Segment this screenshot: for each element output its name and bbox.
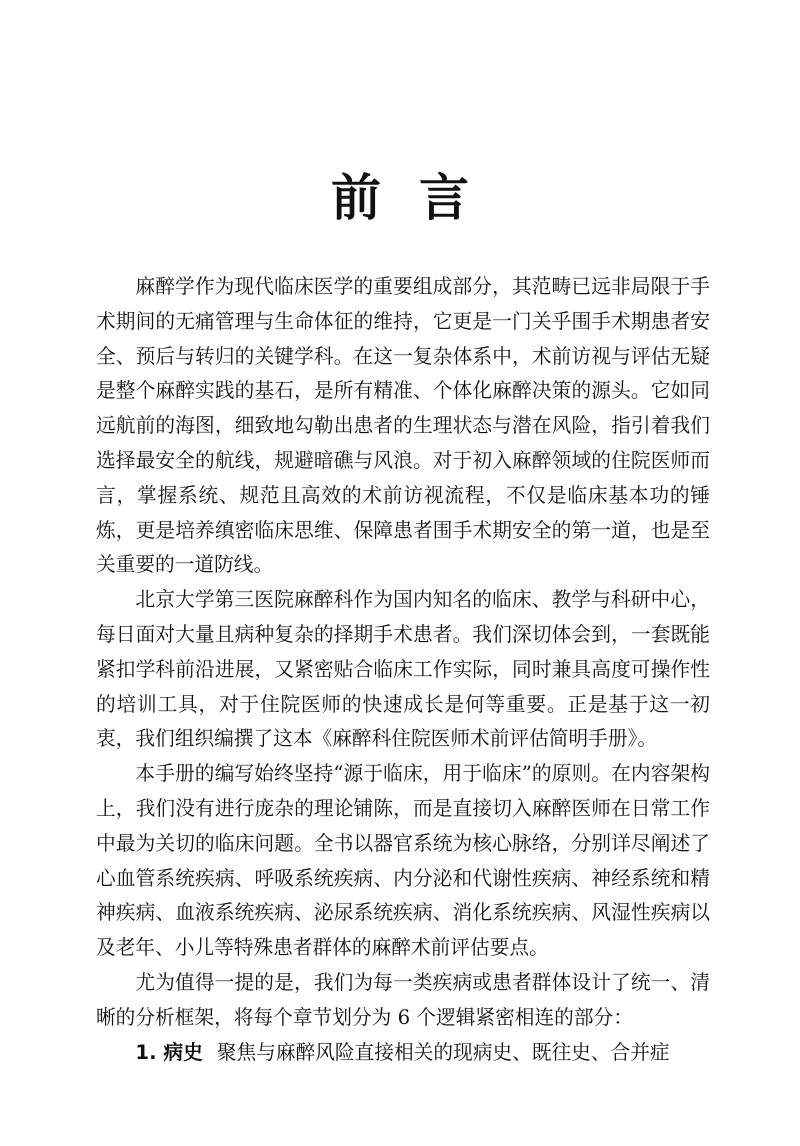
page-title: [0, 158, 800, 238]
title-char-2: 言: [419, 169, 469, 227]
section-1-text: 聚焦与麻醉风险直接相关的现病史、既往史、合并症: [216, 1040, 670, 1064]
section-1-heading: 1. 病史: [135, 1040, 203, 1064]
paragraph-1: 麻醉学作为现代临床医学的重要组成部分，其范畴已远非局限于手术期间的无痛管理与生命体征的维持，它更是一门关乎围手术期患者安全、预后与转归的关键学科。在这一复杂体系中，术前访视与评估无疑是整个麻醉实践的基石，是所有精准、个体化麻醉决策的源头。它如同远航前的海图，细致地勾勒出患者的生理状态与潜在风险，指引着我们选择最安全的航线，规避暗礁与风浪。对于初入麻醉领域的住院医师而言，掌握系统、规范且高效的术前访视流程，不仅是临床基本功的锤炼，更是培养缜密临床思维、保障患者围手术期安全的第一道，也是至关重要的一道防线。: [96, 275, 710, 577]
paragraph-4: 尤为值得一提的是，我们为每一类疾病或患者群体设计了统一、清晰的分析框架，将每个章节划分为 6 个逻辑紧密相连的部分：: [96, 970, 710, 1029]
section-1: [96, 1036, 710, 1071]
preface-body: [96, 270, 710, 1070]
title-char-1: 前: [331, 169, 381, 227]
paragraph-3: 本手册的编写始终坚持“源于临床，用于临床”的原则。在内容架构上，我们没有进行庞杂的理论铺陈，而是直接切入麻醉医师在日常工作中最为关切的临床问题。全书以器官系统为核心脉络，分别详尽阐述了心血管系统疾病、呼吸系统疾病、内分泌和代谢性疾病、神经系统和精神疾病、血液系统疾病、泌尿系统疾病、消化系统疾病、风湿性疾病以及老年、小儿等特殊患者群体的麻醉术前评估要点。: [96, 762, 710, 960]
paragraph-2: 北京大学第三医院麻醉科作为国内知名的临床、教学与科研中心，每日面对大量且病种复杂的择期手术患者。我们深切体会到，一套既能紧扣学科前沿进展，又紧密贴合临床工作实际，同时兼具高度可操作性的培训工具，对于住院医师的快速成长是何等重要。正是基于这一初衷，我们组织编撰了这本《麻醉科住院医师术前评估简明手册》。: [96, 588, 710, 751]
